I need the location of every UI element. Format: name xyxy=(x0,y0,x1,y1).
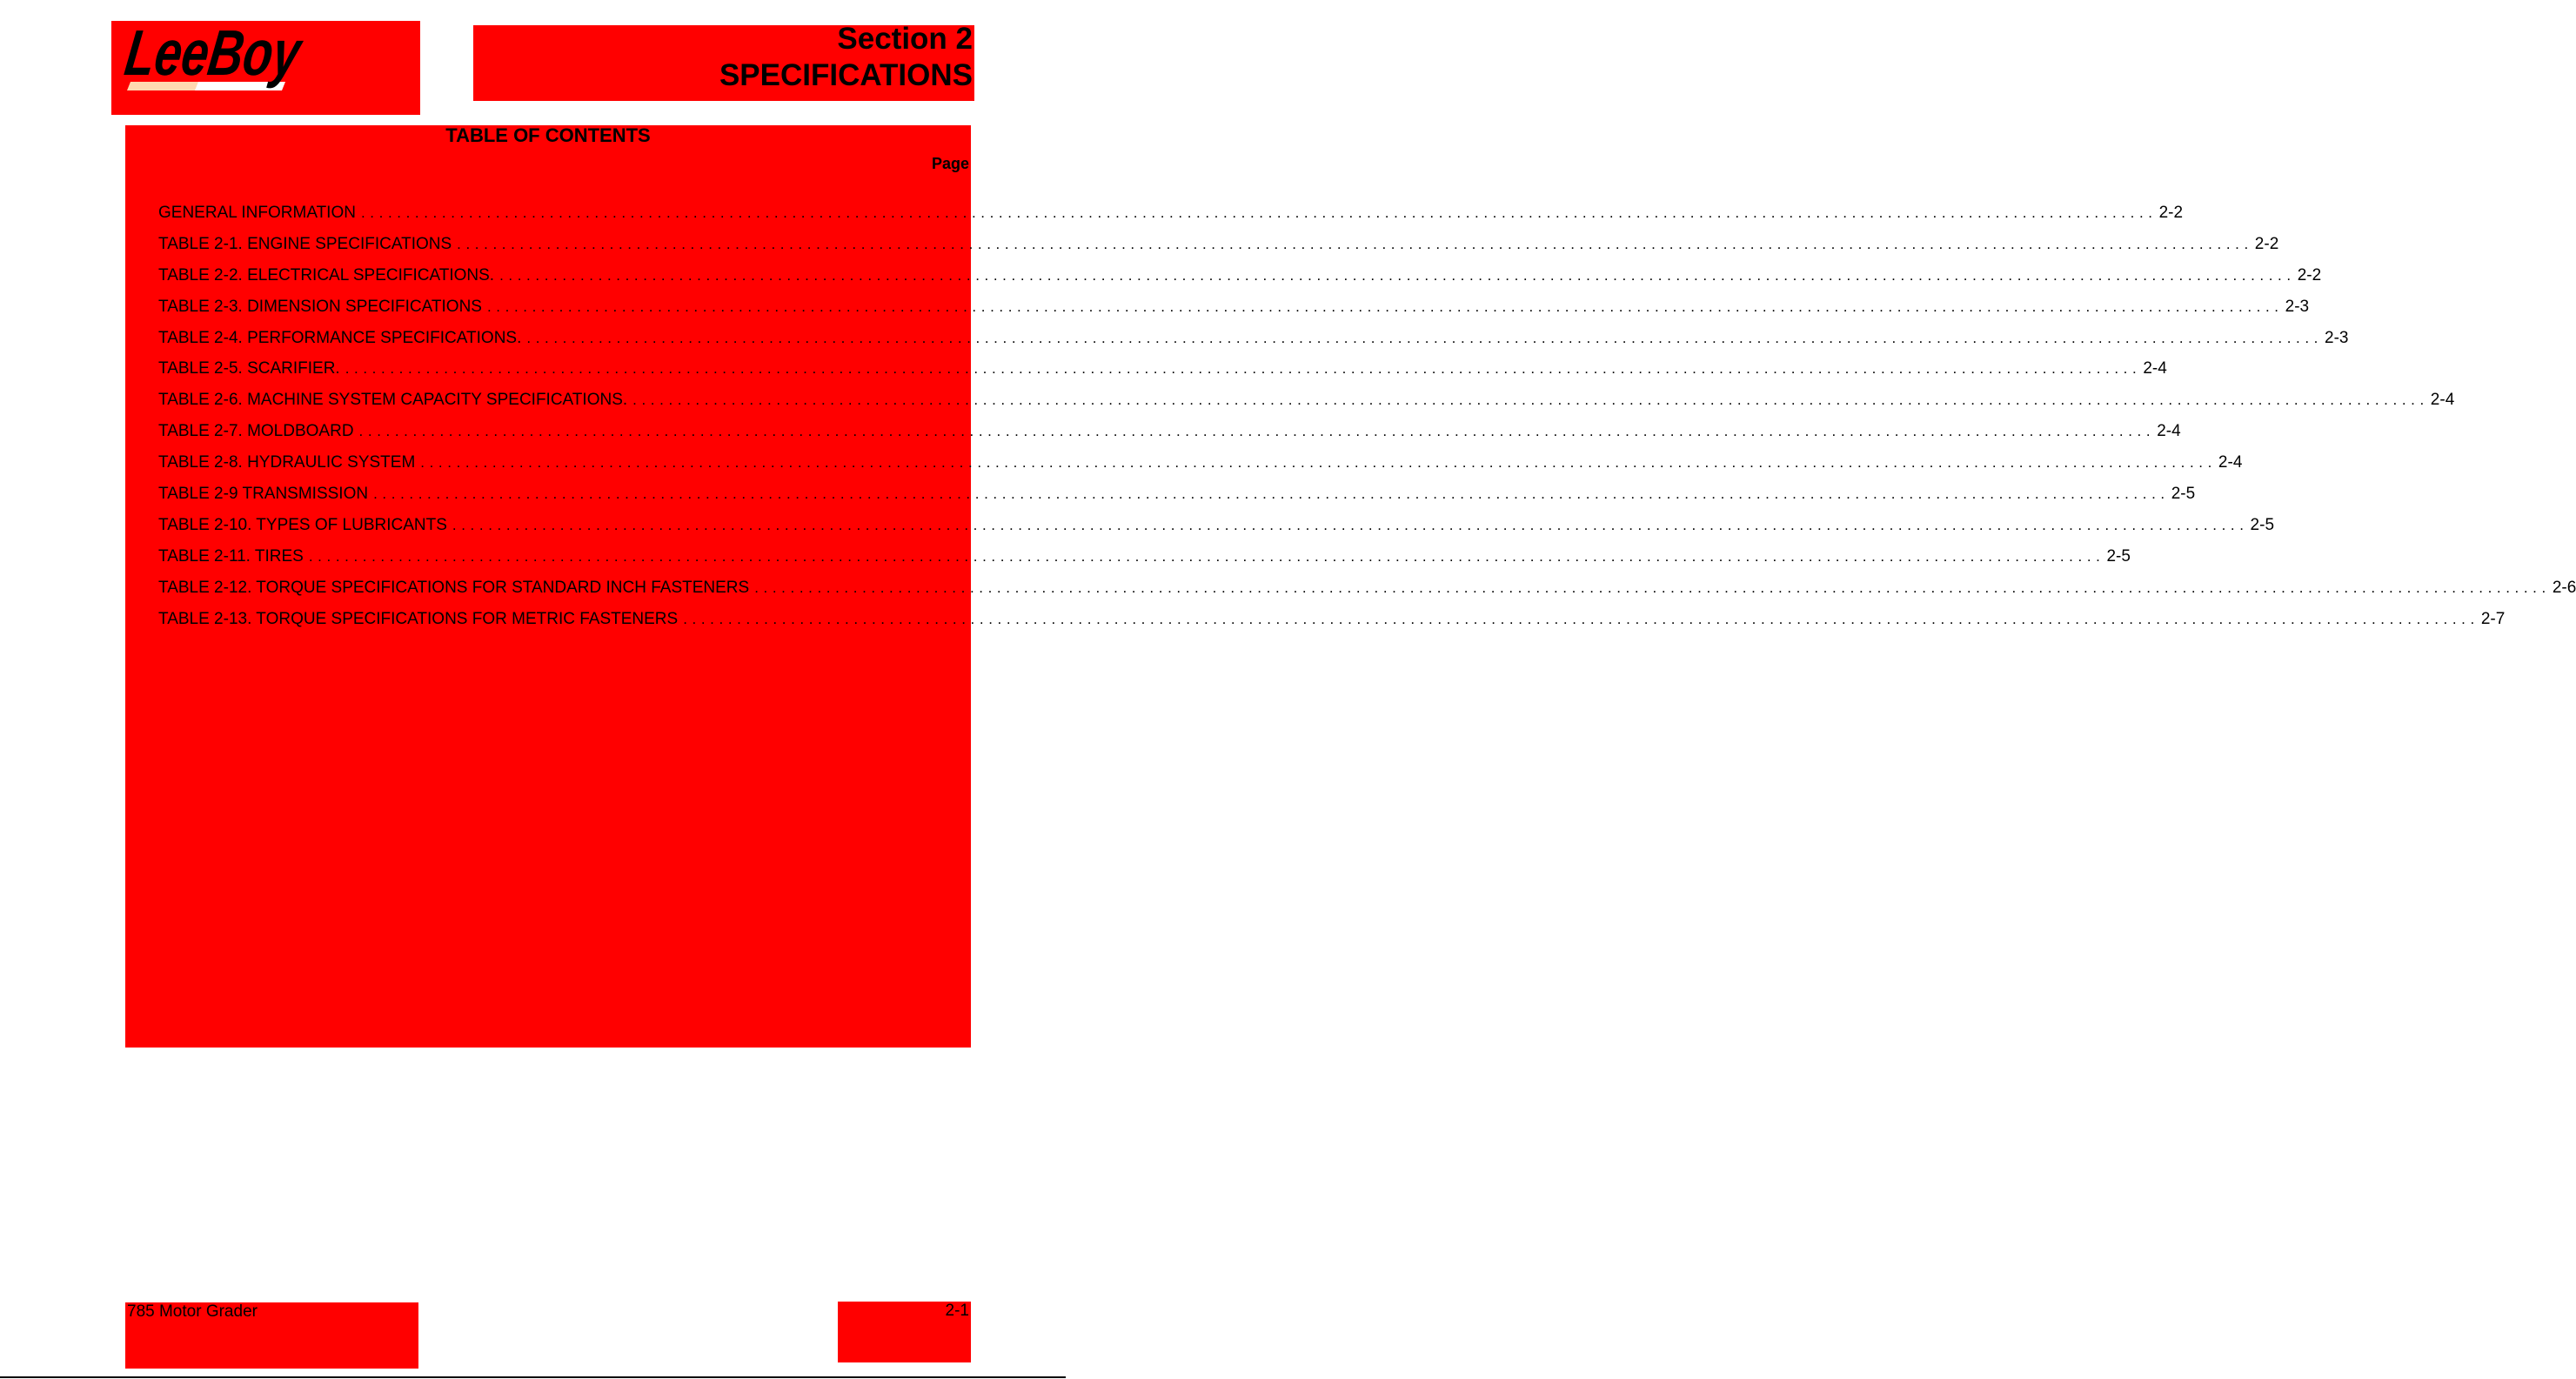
toc-dot-leader: ........................................................................................................................................................................................................ xyxy=(526,329,2324,346)
section-header xyxy=(473,22,974,101)
section-title: SPECIFICATIONS xyxy=(719,58,973,92)
toc-entry[interactable] xyxy=(158,578,2576,610)
section-number: Section 2 xyxy=(837,22,973,56)
toc-dot-leader: ........................................................................................................................................................................................................ xyxy=(358,423,2156,440)
toc-entry-page: 2-4 xyxy=(2430,391,2455,410)
toc-entry[interactable] xyxy=(158,485,2196,516)
toc-dot-leader: ........................................................................................................................................................................................................ xyxy=(373,485,2170,503)
toc-entry-page: 2-4 xyxy=(2218,453,2243,472)
toc-dot-leader: ........................................................................................................................................................................................................ xyxy=(345,360,2142,378)
toc-entry-page: 2-3 xyxy=(2325,328,2349,347)
toc-entry-label: TABLE 2-6. MACHINE SYSTEM CAPACITY SPECIFICATIONS. xyxy=(158,391,628,410)
toc-entry-label: TABLE 2-4. PERFORMANCE SPECIFICATIONS. xyxy=(158,328,522,347)
toc-entry[interactable] xyxy=(158,391,2455,422)
toc-entry[interactable] xyxy=(158,453,2243,485)
toc-entry[interactable] xyxy=(158,234,2279,266)
toc-entry-label: TABLE 2-12. TORQUE SPECIFICATIONS FOR STANDARD INCH FASTENERS xyxy=(158,578,750,597)
toc-dot-leader: ........................................................................................................................................................................................................ xyxy=(632,392,2429,409)
toc-entry-label: TABLE 2-3. DIMENSION SPECIFICATIONS xyxy=(158,297,482,316)
toc-entry-label: TABLE 2-1. ENGINE SPECIFICATIONS xyxy=(158,234,452,253)
footer-page-number: 2-1 xyxy=(945,1302,969,1320)
toc-entry-page: 2-2 xyxy=(2254,234,2279,253)
toc-dot-leader: ........................................................................................................................................................................................................ xyxy=(360,204,2158,221)
toc-entry-label: TABLE 2-13. TORQUE SPECIFICATIONS FOR METRIC FASTENERS xyxy=(158,609,679,628)
toc-entry[interactable] xyxy=(158,297,2310,329)
toc-entry[interactable] xyxy=(158,265,2322,298)
toc-entry-page: 2-6 xyxy=(2552,578,2576,597)
toc-entry-label: TABLE 2-11. TIRES xyxy=(158,546,304,566)
svg-text:LeeBoy: LeeBoy xyxy=(121,17,364,89)
toc-dot-leader: ........................................................................................................................................................................................................ xyxy=(457,235,2253,252)
toc-entry-label: TABLE 2-2. ELECTRICAL SPECIFICATIONS. xyxy=(158,265,495,285)
toc-entry-page: 2-3 xyxy=(2285,297,2310,316)
toc-entry-page: 2-5 xyxy=(2171,485,2196,504)
toc-entry-label: TABLE 2-8. HYDRAULIC SYSTEM xyxy=(158,453,416,472)
footer-document-title: 785 Motor Grader xyxy=(127,1302,258,1321)
toc-entry-page: 2-5 xyxy=(2106,546,2131,566)
page-column-label: Page xyxy=(931,155,969,172)
toc-entry-page: 2-2 xyxy=(2297,265,2322,285)
toc-entry-page: 2-7 xyxy=(2480,609,2506,628)
toc-list xyxy=(158,204,2576,640)
toc-title: TABLE OF CONTENTS xyxy=(445,124,651,146)
toc-dot-leader: ........................................................................................................................................................................................................ xyxy=(420,454,2217,472)
toc-entry[interactable] xyxy=(158,359,2167,391)
toc-entry-page: 2-4 xyxy=(2143,359,2167,378)
toc-entry-label: GENERAL INFORMATION xyxy=(158,204,356,222)
toc-entry[interactable] xyxy=(158,515,2275,547)
toc-entry[interactable] xyxy=(158,204,2184,235)
toc-entry-page: 2-5 xyxy=(2250,515,2275,534)
toc-entry-page: 2-2 xyxy=(2158,204,2184,222)
toc-dot-leader: ........................................................................................................................................................................................................ xyxy=(452,516,2249,533)
toc-entry[interactable] xyxy=(158,422,2181,453)
toc-entry-label: TABLE 2-5. SCARIFIER. xyxy=(158,359,340,378)
toc-dot-leader: ........................................................................................................................................................................................................ xyxy=(308,547,2105,565)
toc-entry[interactable] xyxy=(158,546,2131,579)
toc-dot-leader: ........................................................................................................................................................................................................ xyxy=(486,298,2284,315)
toc-entry-page: 2-4 xyxy=(2157,422,2181,441)
toc-entry-label: TABLE 2-9 TRANSMISSION xyxy=(158,485,369,504)
leeboy-logo xyxy=(111,17,420,115)
footer-left xyxy=(125,1302,418,1369)
toc-entry-label: TABLE 2-10. TYPES OF LUBRICANTS xyxy=(158,515,447,534)
toc-entry-label: TABLE 2-7. MOLDBOARD xyxy=(158,422,354,441)
toc-dot-leader: ........................................................................................................................................................................................................ xyxy=(683,610,2479,627)
toc-entry[interactable] xyxy=(158,609,2506,641)
toc-dot-leader: ........................................................................................................................................................................................................ xyxy=(754,579,2551,596)
toc-dot-leader: ........................................................................................................................................................................................................ xyxy=(499,266,2296,284)
footer-right xyxy=(838,1302,971,1362)
table-of-contents xyxy=(125,124,2576,1048)
bottom-rule xyxy=(0,1376,1066,1378)
logo-box xyxy=(111,17,420,115)
toc-entry[interactable] xyxy=(158,328,2349,360)
